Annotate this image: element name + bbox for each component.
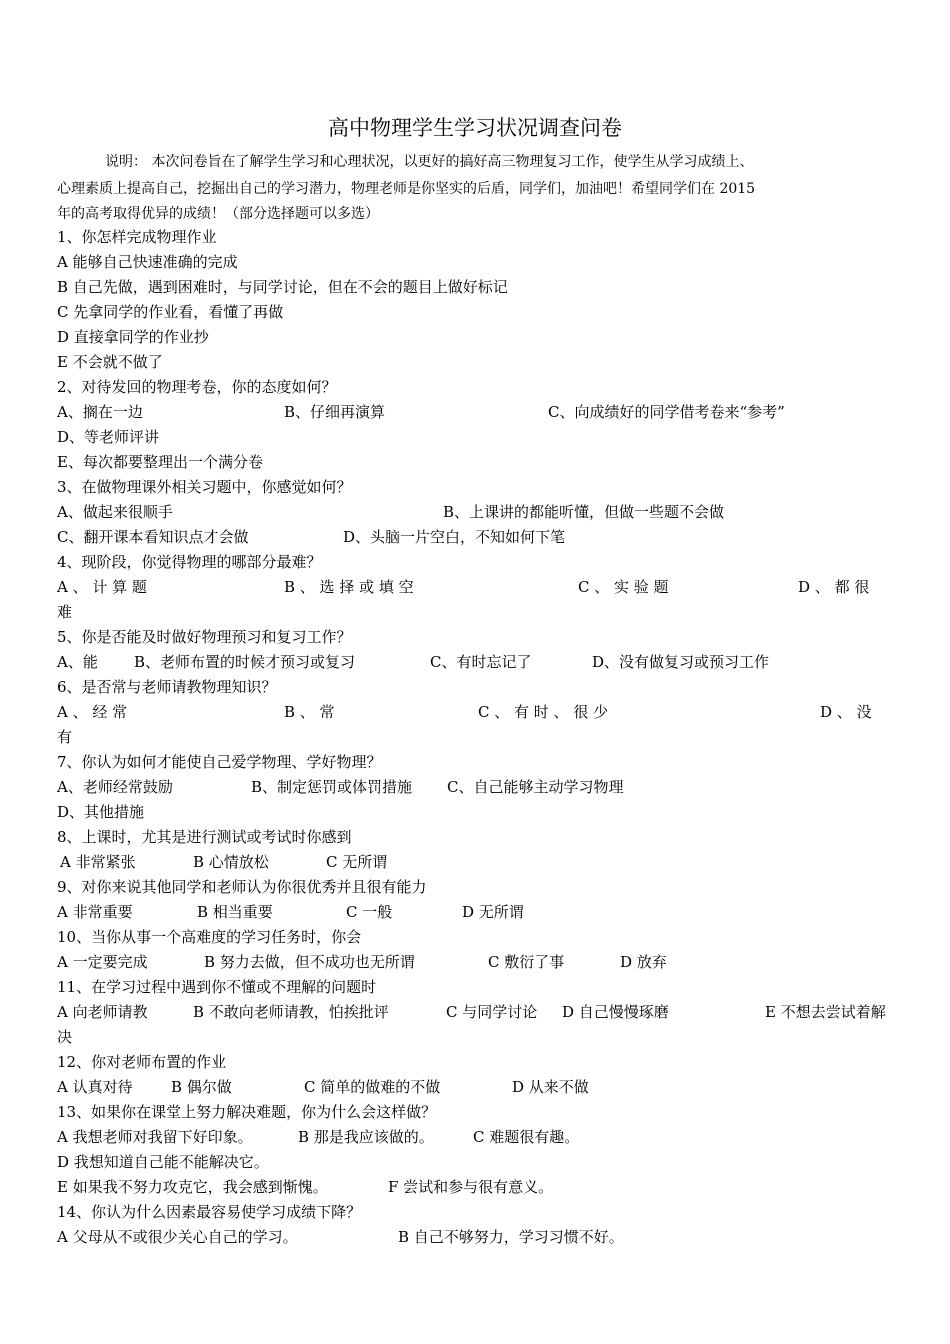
q8-question: 8、上课时，尤其是进行测试或考试时你感到 — [57, 828, 352, 846]
q13-option-a: A 我想老师对我留下好印象。 — [57, 1128, 253, 1146]
q14-question: 14、你认为什么因素最容易使学习成绩下降？ — [57, 1203, 362, 1221]
intro-line-1: 说明： 本次问卷旨在了解学生学习和心理状况，以更好的搞好高三物理复习工作，使学生从学习成绩上、 — [105, 154, 754, 170]
q12-question: 12、你对老师布置的作业 — [57, 1053, 227, 1071]
q13-option-c: C 难题很有趣。 — [473, 1128, 580, 1146]
q5-option-d: D、没有做复习或预习工作 — [592, 653, 770, 671]
q10-option-a: A 一定要完成 — [57, 953, 148, 971]
q11-question: 11、在学习过程中遇到你不懂或不理解的问题时 — [57, 978, 377, 996]
q3-option-a: A、做起来很顺手 — [57, 503, 173, 521]
q11-option-e: E 不想去尝试着解 — [765, 1003, 886, 1021]
q3-option-d: D、头脑一片空白，不知如何下笔 — [343, 528, 566, 546]
q6-option-d-continued: 有 — [57, 728, 73, 746]
q6-option-a: A 、 经 常 — [57, 703, 128, 721]
q4-option-d-continued: 难 — [57, 603, 73, 621]
q13-option-e: E 如果我不努力攻克它，我会感到惭愧。 — [57, 1178, 328, 1196]
q11-option-d: D 自己慢慢琢磨 — [562, 1003, 669, 1021]
q2-option-b: B、仔细再演算 — [284, 403, 386, 421]
q10-option-b: B 努力去做，但不成功也无所谓 — [204, 953, 415, 971]
q1-question: 1、你怎样完成物理作业 — [57, 228, 217, 246]
q1-option-c: C 先拿同学的作业看，看懂了再做 — [57, 303, 284, 321]
q10-question: 10、当你从事一个高难度的学习任务时，你会 — [57, 928, 362, 946]
q1-option-d: D 直接拿同学的作业抄 — [57, 328, 209, 346]
q7-option-c: C、自己能够主动学习物理 — [447, 778, 624, 796]
q10-option-d: D 放弃 — [620, 953, 667, 971]
q2-question: 2、对待发回的物理考卷，你的态度如何？ — [57, 378, 337, 396]
intro-line-2: 心理素质上提高自己，挖掘出自己的学习潜力，物理老师是你坚实的后盾，同学们，加油吧！希望同学们在 2015 — [57, 181, 756, 197]
q11-option-c: C 与同学讨论 — [446, 1003, 538, 1021]
q5-option-c: C、有时忘记了 — [430, 653, 532, 671]
q3-option-c: C、翻开课本看知识点才会做 — [57, 528, 249, 546]
q7-option-a: A、老师经常鼓励 — [57, 778, 173, 796]
q9-option-a: A 非常重要 — [57, 903, 133, 921]
q14-option-a: A 父母从不或很少关心自己的学习。 — [57, 1228, 298, 1246]
q5-question: 5、你是否能及时做好物理预习和复习工作？ — [57, 628, 352, 646]
q6-option-c: C 、 有 时 、 很 少 — [478, 703, 609, 721]
q6-option-b: B 、 常 — [284, 703, 335, 721]
intro-line-3: 年的高考取得优异的成绩！（部分选择题可以多选） — [57, 206, 379, 222]
q9-option-c: C 一般 — [346, 903, 393, 921]
q13-option-f: F 尝试和参与很有意义。 — [388, 1178, 554, 1196]
q11-option-b: B 不敢向老师请教，怕挨批评 — [193, 1003, 389, 1021]
q2-option-c: C、向成绩好的同学借考卷来“参考” — [548, 403, 785, 421]
q13-option-b: B 那是我应该做的。 — [298, 1128, 434, 1146]
q4-option-a: A 、 计 算 题 — [57, 578, 147, 596]
q12-option-d: D 从来不做 — [512, 1078, 589, 1096]
q1-option-e: E 不会就不做了 — [57, 353, 163, 371]
q8-option-a: A 非常紧张 — [60, 853, 136, 871]
page-title: 高中物理学生学习状况调查问卷 — [328, 116, 622, 140]
q1-option-b: B 自己先做，遇到困难时，与同学讨论，但在不会的题目上做好标记 — [57, 278, 508, 296]
q9-option-d: D 无所谓 — [462, 903, 524, 921]
q13-question: 13、如果你在课堂上努力解决难题，你为什么会这样做？ — [57, 1103, 437, 1121]
q12-option-c: C 简单的做难的不做 — [304, 1078, 441, 1096]
q6-question: 6、是否常与老师请教物理知识？ — [57, 678, 277, 696]
q4-option-c: C 、 实 验 题 — [578, 578, 669, 596]
q8-option-b: B 心情放松 — [193, 853, 269, 871]
q12-option-b: B 偶尔做 — [171, 1078, 232, 1096]
q4-option-b: B 、 选 择 或 填 空 — [284, 578, 414, 596]
q2-option-a: A、搁在一边 — [57, 403, 143, 421]
q3-option-b: B、上课讲的都能听懂，但做一些题不会做 — [443, 503, 725, 521]
q9-question: 9、对你来说其他同学和老师认为你很优秀并且很有能力 — [57, 878, 427, 896]
q4-question: 4、现阶段，你觉得物理的哪部分最难？ — [57, 553, 322, 571]
q5-option-a: A、能 — [57, 653, 98, 671]
q5-option-b: B、老师布置的时候才预习或复习 — [134, 653, 356, 671]
q11-option-a: A 向老师请教 — [57, 1003, 148, 1021]
q14-option-b: B 自己不够努力，学习习惯不好。 — [398, 1228, 624, 1246]
q7-option-d: D、其他措施 — [57, 803, 145, 821]
q13-option-d: D 我想知道自己能不能解决它。 — [57, 1153, 269, 1171]
q1-option-a: A 能够自己快速准确的完成 — [57, 253, 238, 271]
q8-option-c: C 无所谓 — [326, 853, 388, 871]
q7-option-b: B、制定惩罚或体罚措施 — [251, 778, 413, 796]
q4-option-d: D 、 都 很 — [798, 578, 870, 596]
q10-option-c: C 敷衍了事 — [488, 953, 565, 971]
q3-question: 3、在做物理课外相关习题中，你感觉如何？ — [57, 478, 352, 496]
q6-option-d: D 、 没 — [820, 703, 872, 721]
q9-option-b: B 相当重要 — [197, 903, 273, 921]
q12-option-a: A 认真对待 — [57, 1078, 133, 1096]
q2-option-e: E、每次都要整理出一个满分卷 — [57, 453, 263, 471]
q2-option-d: D、等老师评讲 — [57, 428, 160, 446]
q7-question: 7、你认为如何才能使自己爱学物理、学好物理？ — [57, 753, 382, 771]
q11-option-e-continued: 决 — [57, 1028, 73, 1046]
